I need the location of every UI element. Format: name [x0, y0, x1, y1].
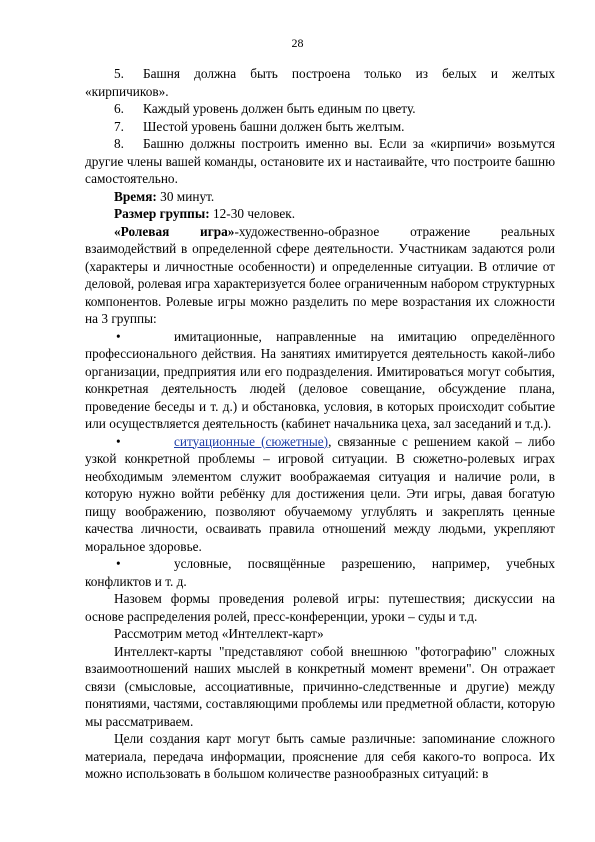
bullet-item-conditional	[85, 555, 555, 590]
paragraph-forms: Назовем формы проведения ролевой игры: путешествия; дискуссии на основе распределения ролей, пресс-конференции, уроки – суды и т.д.	[85, 591, 555, 624]
group-size-line	[85, 205, 555, 223]
list-item-text: Башня должна быть построена только из белых и желтых «кирпичиков».	[85, 66, 555, 99]
list-item-7	[85, 118, 555, 136]
roleplay-definition	[85, 223, 555, 328]
roleplay-term: «Ролевая игра»	[114, 223, 235, 239]
bullet-text: условные, посвящённые разрешению, например, учебных конфликтов и т. д.	[85, 556, 555, 589]
group-size-label: Размер группы:	[114, 206, 210, 221]
time-value: 30 минут.	[156, 188, 215, 204]
list-number: 5.	[114, 66, 124, 81]
bullet-item-imitation	[85, 328, 555, 433]
list-item-text: Каждый уровень должен быть единым по цвету.	[143, 101, 416, 116]
paragraph-mind-maps: Интеллект-карты "представляют собой внешнюю "фотографию" сложных взаимоотношений наших мыслей в конкретный момент времени". Он отражает связи (смысловые, ассоциативные, причинно-следственные и другие) между понятиями, частями, составляющими проблемы или предметной области, которую мы рассматриваем.	[85, 643, 555, 729]
list-number: 7.	[114, 118, 124, 134]
bullet-item-situational	[85, 433, 555, 556]
situational-link[interactable]: ситуационные (сюжетные)	[174, 433, 329, 449]
paragraph-goals: Цели создания карт могут быть самые различные: запоминание сложного материала, передача информации, прояснение для себя какого-то вопроса. Их можно использовать в большом количестве разнообразных ситуаций: в	[85, 731, 555, 781]
list-number: 6.	[114, 101, 124, 116]
page-number: 28	[291, 36, 304, 50]
bullet-text: имитационные, направленные на имитацию определённого профессионального действия. На занятиях имитируется деятельность какой-либо организации, предприятия или его подразделения. Имитироваться могут события, конкретная деятельность людей (деловое совещание, обсуждение плана, проведение беседы и т. д.) и обстановка, условия, в которых происходит событие или осуществляется деятельность (кабинет начальника цеха, зал заседаний и т.д.).	[85, 328, 555, 431]
bullet-icon: •	[116, 556, 121, 571]
page-body	[85, 65, 555, 783]
bullet-text: , связанные с решением какой – либо узкой конкретной проблемы – игровой ситуации. В сюжетно-ролевых играх необходимым элементом служит воображаемая ситуация и наличие роли, в которую нужно войти ребёнку для достижения цели. Эти игры, давая богатую пищу воображению, позволяют обучаемому углублять и закреплять ценные качества личности, осваивать правила отношений между людьми, укрепляют моральное здоровье.	[85, 433, 555, 554]
list-item-text: Шестой уровень башни должен быть желтым.	[143, 118, 405, 134]
bullet-icon: •	[116, 328, 121, 344]
list-item-5	[85, 65, 555, 100]
time-line	[85, 188, 555, 206]
list-item-text: Башню должны построить именно вы. Если за «кирпичи» возьмутся другие члены вашей команды, остановите их и настаивайте, что построите башню самостоятельно.	[85, 136, 555, 186]
time-label: Время:	[114, 188, 157, 204]
bullet-icon: •	[116, 433, 121, 449]
group-size-value: 12-30 человек.	[209, 206, 296, 221]
list-number: 8.	[114, 136, 124, 151]
list-item-8	[85, 135, 555, 188]
list-item-6	[85, 100, 555, 118]
roleplay-text: -художественно-образное отражение реальных взаимодействий в определенной сфере деятельности. Участникам задаются роли (характеры и личностные особенности) и определенные ситуации. В отличие от деловой, ролевая игра характеризуется более ограниченным набором структурных компонентов. Ролевые игры можно разделить по мере возрастания их сложности на 3 группы:	[85, 223, 556, 326]
paragraph-method: Рассмотрим метод «Интеллект-карт»	[114, 626, 324, 641]
